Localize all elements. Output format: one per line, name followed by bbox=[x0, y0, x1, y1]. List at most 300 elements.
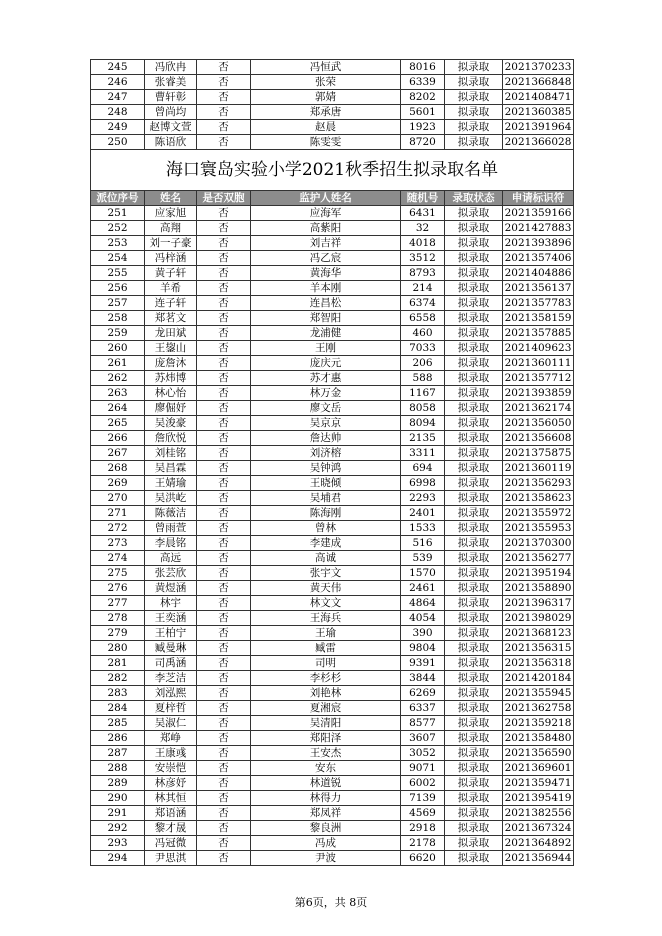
seq-cell: 290 bbox=[91, 791, 145, 806]
twin-cell: 否 bbox=[197, 671, 251, 686]
table-row bbox=[91, 746, 574, 761]
random-cell: 2293 bbox=[401, 491, 445, 506]
guardian-cell: 王海兵 bbox=[251, 611, 401, 626]
table-row bbox=[91, 326, 574, 341]
table-row bbox=[91, 206, 574, 221]
twin-cell: 否 bbox=[197, 120, 251, 135]
status-cell: 拟录取 bbox=[445, 791, 503, 806]
twin-cell: 否 bbox=[197, 206, 251, 221]
guardian-cell: 赵晨 bbox=[251, 120, 401, 135]
random-cell: 3512 bbox=[401, 251, 445, 266]
guardian-cell: 应海军 bbox=[251, 206, 401, 221]
status-cell: 拟录取 bbox=[445, 296, 503, 311]
name-cell: 张芸欣 bbox=[145, 566, 197, 581]
guardian-cell: 郑凤祥 bbox=[251, 806, 401, 821]
random-cell: 6337 bbox=[401, 701, 445, 716]
name-cell: 冯欣冉 bbox=[145, 60, 197, 75]
id-cell: 2021360111 bbox=[503, 356, 574, 371]
column-header-guardian: 监护人姓名 bbox=[251, 191, 401, 206]
twin-cell: 否 bbox=[197, 446, 251, 461]
random-cell: 6620 bbox=[401, 851, 445, 866]
guardian-cell: 连昌松 bbox=[251, 296, 401, 311]
name-cell: 吴淑仁 bbox=[145, 716, 197, 731]
guardian-cell: 苏才惠 bbox=[251, 371, 401, 386]
id-cell: 2021358623 bbox=[503, 491, 574, 506]
random-cell: 8016 bbox=[401, 60, 445, 75]
guardian-cell: 廖文岳 bbox=[251, 401, 401, 416]
name-cell: 高远 bbox=[145, 551, 197, 566]
guardian-cell: 尹波 bbox=[251, 851, 401, 866]
table-row bbox=[91, 461, 574, 476]
seq-cell: 249 bbox=[91, 120, 145, 135]
guardian-cell: 郑智阳 bbox=[251, 311, 401, 326]
status-cell: 拟录取 bbox=[445, 731, 503, 746]
twin-cell: 否 bbox=[197, 221, 251, 236]
status-cell: 拟录取 bbox=[445, 851, 503, 866]
table-row bbox=[91, 626, 574, 641]
guardian-cell: 刘艳林 bbox=[251, 686, 401, 701]
table-row bbox=[91, 476, 574, 491]
guardian-cell: 陈雯雯 bbox=[251, 135, 401, 150]
guardian-cell: 郑阳泽 bbox=[251, 731, 401, 746]
id-cell: 2021404886 bbox=[503, 266, 574, 281]
status-cell: 拟录取 bbox=[445, 356, 503, 371]
seq-cell: 260 bbox=[91, 341, 145, 356]
status-cell: 拟录取 bbox=[445, 686, 503, 701]
twin-cell: 否 bbox=[197, 416, 251, 431]
seq-cell: 271 bbox=[91, 506, 145, 521]
random-cell: 390 bbox=[401, 626, 445, 641]
guardian-cell: 吴清阳 bbox=[251, 716, 401, 731]
table-row bbox=[91, 611, 574, 626]
random-cell: 4018 bbox=[401, 236, 445, 251]
table-row bbox=[91, 281, 574, 296]
guardian-cell: 羊本刚 bbox=[251, 281, 401, 296]
status-cell: 拟录取 bbox=[445, 266, 503, 281]
guardian-cell: 林道锐 bbox=[251, 776, 401, 791]
name-cell: 冯梓涵 bbox=[145, 251, 197, 266]
random-cell: 4054 bbox=[401, 611, 445, 626]
guardian-cell: 郭婧 bbox=[251, 90, 401, 105]
status-cell: 拟录取 bbox=[445, 491, 503, 506]
twin-cell: 否 bbox=[197, 75, 251, 90]
twin-cell: 否 bbox=[197, 371, 251, 386]
random-cell: 1167 bbox=[401, 386, 445, 401]
table-row bbox=[91, 521, 574, 536]
table-row bbox=[91, 341, 574, 356]
status-cell: 拟录取 bbox=[445, 311, 503, 326]
table-row bbox=[91, 90, 574, 105]
twin-cell: 否 bbox=[197, 105, 251, 120]
table-row bbox=[91, 581, 574, 596]
name-cell: 臧曼琳 bbox=[145, 641, 197, 656]
seq-cell: 264 bbox=[91, 401, 145, 416]
guardian-cell: 郑承唐 bbox=[251, 105, 401, 120]
name-cell: 连子轩 bbox=[145, 296, 197, 311]
name-cell: 林宇 bbox=[145, 596, 197, 611]
name-cell: 司禹涵 bbox=[145, 656, 197, 671]
name-cell: 苏炜博 bbox=[145, 371, 197, 386]
random-cell: 8202 bbox=[401, 90, 445, 105]
name-cell: 王柏宁 bbox=[145, 626, 197, 641]
table-row bbox=[91, 731, 574, 746]
name-cell: 陈语欣 bbox=[145, 135, 197, 150]
name-cell: 郑语涵 bbox=[145, 806, 197, 821]
random-cell: 460 bbox=[401, 326, 445, 341]
seq-cell: 265 bbox=[91, 416, 145, 431]
seq-cell: 261 bbox=[91, 356, 145, 371]
id-cell: 2021398029 bbox=[503, 611, 574, 626]
random-cell: 6374 bbox=[401, 296, 445, 311]
id-cell: 2021356590 bbox=[503, 746, 574, 761]
twin-cell: 否 bbox=[197, 791, 251, 806]
twin-cell: 否 bbox=[197, 311, 251, 326]
id-cell: 2021375875 bbox=[503, 446, 574, 461]
guardian-cell: 刘吉祥 bbox=[251, 236, 401, 251]
guardian-cell: 王刚 bbox=[251, 341, 401, 356]
seq-cell: 247 bbox=[91, 90, 145, 105]
twin-cell: 否 bbox=[197, 251, 251, 266]
name-cell: 高翔 bbox=[145, 221, 197, 236]
twin-cell: 否 bbox=[197, 266, 251, 281]
seq-cell: 246 bbox=[91, 75, 145, 90]
twin-cell: 否 bbox=[197, 686, 251, 701]
twin-cell: 否 bbox=[197, 836, 251, 851]
status-cell: 拟录取 bbox=[445, 416, 503, 431]
table-row bbox=[91, 251, 574, 266]
status-cell: 拟录取 bbox=[445, 105, 503, 120]
status-cell: 拟录取 bbox=[445, 611, 503, 626]
seq-cell: 266 bbox=[91, 431, 145, 446]
guardian-cell: 张荣 bbox=[251, 75, 401, 90]
seq-cell: 274 bbox=[91, 551, 145, 566]
table-row bbox=[91, 120, 574, 135]
table-row bbox=[91, 596, 574, 611]
status-cell: 拟录取 bbox=[445, 701, 503, 716]
name-cell: 林彦妤 bbox=[145, 776, 197, 791]
id-cell: 2021395419 bbox=[503, 791, 574, 806]
id-cell: 2021359218 bbox=[503, 716, 574, 731]
random-cell: 2461 bbox=[401, 581, 445, 596]
guardian-cell: 王瑜 bbox=[251, 626, 401, 641]
column-header-name: 姓名 bbox=[145, 191, 197, 206]
status-cell: 拟录取 bbox=[445, 746, 503, 761]
status-cell: 拟录取 bbox=[445, 806, 503, 821]
id-cell: 2021393896 bbox=[503, 236, 574, 251]
seq-cell: 272 bbox=[91, 521, 145, 536]
table-row bbox=[91, 75, 574, 90]
id-cell: 2021356315 bbox=[503, 641, 574, 656]
random-cell: 6431 bbox=[401, 206, 445, 221]
status-cell: 拟录取 bbox=[445, 656, 503, 671]
table-row bbox=[91, 716, 574, 731]
random-cell: 2918 bbox=[401, 821, 445, 836]
id-cell: 2021357783 bbox=[503, 296, 574, 311]
seq-cell: 250 bbox=[91, 135, 145, 150]
random-cell: 3607 bbox=[401, 731, 445, 746]
guardian-cell: 吴钟鸿 bbox=[251, 461, 401, 476]
seq-cell: 285 bbox=[91, 716, 145, 731]
name-cell: 王奕涵 bbox=[145, 611, 197, 626]
id-cell: 2021356050 bbox=[503, 416, 574, 431]
guardian-cell: 高诚 bbox=[251, 551, 401, 566]
column-header-status: 录取状态 bbox=[445, 191, 503, 206]
status-cell: 拟录取 bbox=[445, 521, 503, 536]
random-cell: 1533 bbox=[401, 521, 445, 536]
status-cell: 拟录取 bbox=[445, 386, 503, 401]
seq-cell: 280 bbox=[91, 641, 145, 656]
guardian-cell: 林文文 bbox=[251, 596, 401, 611]
seq-cell: 273 bbox=[91, 536, 145, 551]
id-cell: 2021358159 bbox=[503, 311, 574, 326]
id-cell: 2021420184 bbox=[503, 671, 574, 686]
id-cell: 2021355945 bbox=[503, 686, 574, 701]
guardian-cell: 冯乙宸 bbox=[251, 251, 401, 266]
table-row bbox=[91, 135, 574, 150]
twin-cell: 否 bbox=[197, 281, 251, 296]
seq-cell: 259 bbox=[91, 326, 145, 341]
random-cell: 214 bbox=[401, 281, 445, 296]
guardian-cell: 冯恒武 bbox=[251, 60, 401, 75]
name-cell: 王鋆山 bbox=[145, 341, 197, 356]
id-cell: 2021355953 bbox=[503, 521, 574, 536]
status-cell: 拟录取 bbox=[445, 581, 503, 596]
random-cell: 2178 bbox=[401, 836, 445, 851]
twin-cell: 否 bbox=[197, 296, 251, 311]
twin-cell: 否 bbox=[197, 731, 251, 746]
twin-cell: 否 bbox=[197, 461, 251, 476]
status-cell: 拟录取 bbox=[445, 641, 503, 656]
id-cell: 2021368123 bbox=[503, 626, 574, 641]
name-cell: 陈薇洁 bbox=[145, 506, 197, 521]
name-cell: 龙田斌 bbox=[145, 326, 197, 341]
random-cell: 4569 bbox=[401, 806, 445, 821]
table-row bbox=[91, 836, 574, 851]
seq-cell: 256 bbox=[91, 281, 145, 296]
seq-cell: 278 bbox=[91, 611, 145, 626]
twin-cell: 否 bbox=[197, 236, 251, 251]
id-cell: 2021358480 bbox=[503, 731, 574, 746]
table-row bbox=[91, 296, 574, 311]
twin-cell: 否 bbox=[197, 506, 251, 521]
seq-cell: 287 bbox=[91, 746, 145, 761]
seq-cell: 258 bbox=[91, 311, 145, 326]
guardian-cell: 吴埔君 bbox=[251, 491, 401, 506]
seq-cell: 251 bbox=[91, 206, 145, 221]
twin-cell: 否 bbox=[197, 476, 251, 491]
guardian-cell: 李杉杉 bbox=[251, 671, 401, 686]
seq-cell: 267 bbox=[91, 446, 145, 461]
twin-cell: 否 bbox=[197, 431, 251, 446]
status-cell: 拟录取 bbox=[445, 596, 503, 611]
guardian-cell: 黄海华 bbox=[251, 266, 401, 281]
twin-cell: 否 bbox=[197, 626, 251, 641]
table-row bbox=[91, 701, 574, 716]
rows-after bbox=[91, 206, 574, 866]
table-row bbox=[91, 371, 574, 386]
name-cell: 刘桂铭 bbox=[145, 446, 197, 461]
seq-cell: 292 bbox=[91, 821, 145, 836]
table-row bbox=[91, 401, 574, 416]
table-row bbox=[91, 551, 574, 566]
random-cell: 6339 bbox=[401, 75, 445, 90]
seq-cell: 284 bbox=[91, 701, 145, 716]
status-cell: 拟录取 bbox=[445, 566, 503, 581]
seq-cell: 270 bbox=[91, 491, 145, 506]
random-cell: 2135 bbox=[401, 431, 445, 446]
seq-cell: 262 bbox=[91, 371, 145, 386]
twin-cell: 否 bbox=[197, 716, 251, 731]
status-cell: 拟录取 bbox=[445, 326, 503, 341]
random-cell: 6558 bbox=[401, 311, 445, 326]
table-row bbox=[91, 431, 574, 446]
guardian-cell: 王晓倾 bbox=[251, 476, 401, 491]
random-cell: 9071 bbox=[401, 761, 445, 776]
table-row bbox=[91, 266, 574, 281]
name-cell: 刘一子豪 bbox=[145, 236, 197, 251]
name-cell: 李芝洁 bbox=[145, 671, 197, 686]
random-cell: 1570 bbox=[401, 566, 445, 581]
status-cell: 拟录取 bbox=[445, 446, 503, 461]
guardian-cell: 张宇文 bbox=[251, 566, 401, 581]
seq-cell: 286 bbox=[91, 731, 145, 746]
status-cell: 拟录取 bbox=[445, 251, 503, 266]
twin-cell: 否 bbox=[197, 536, 251, 551]
table-row bbox=[91, 761, 574, 776]
random-cell: 3311 bbox=[401, 446, 445, 461]
guardian-cell: 陈海刚 bbox=[251, 506, 401, 521]
table-row bbox=[91, 806, 574, 821]
name-cell: 冯冠微 bbox=[145, 836, 197, 851]
guardian-cell: 司明 bbox=[251, 656, 401, 671]
status-cell: 拟录取 bbox=[445, 221, 503, 236]
id-cell: 2021356608 bbox=[503, 431, 574, 446]
name-cell: 赵博文萱 bbox=[145, 120, 197, 135]
seq-cell: 268 bbox=[91, 461, 145, 476]
table-row bbox=[91, 686, 574, 701]
twin-cell: 否 bbox=[197, 746, 251, 761]
table-row bbox=[91, 641, 574, 656]
guardian-cell: 黄天伟 bbox=[251, 581, 401, 596]
table-row bbox=[91, 236, 574, 251]
id-cell: 2021359166 bbox=[503, 206, 574, 221]
random-cell: 516 bbox=[401, 536, 445, 551]
name-cell: 黄煜涵 bbox=[145, 581, 197, 596]
id-cell: 2021366848 bbox=[503, 75, 574, 90]
random-cell: 6002 bbox=[401, 776, 445, 791]
seq-cell: 293 bbox=[91, 836, 145, 851]
random-cell: 7139 bbox=[401, 791, 445, 806]
id-cell: 2021391964 bbox=[503, 120, 574, 135]
status-cell: 拟录取 bbox=[445, 551, 503, 566]
table-row bbox=[91, 791, 574, 806]
twin-cell: 否 bbox=[197, 806, 251, 821]
column-header-id: 申请标识符 bbox=[503, 191, 574, 206]
id-cell: 2021364892 bbox=[503, 836, 574, 851]
header-row bbox=[91, 191, 574, 206]
random-cell: 8058 bbox=[401, 401, 445, 416]
table-row bbox=[91, 506, 574, 521]
seq-cell: 294 bbox=[91, 851, 145, 866]
name-cell: 吴浚豪 bbox=[145, 416, 197, 431]
name-cell: 詹欣悦 bbox=[145, 431, 197, 446]
table-row bbox=[91, 416, 574, 431]
random-cell: 8793 bbox=[401, 266, 445, 281]
guardian-cell: 龙浦健 bbox=[251, 326, 401, 341]
name-cell: 吴洪屹 bbox=[145, 491, 197, 506]
name-cell: 黄子轩 bbox=[145, 266, 197, 281]
guardian-cell: 黎良洲 bbox=[251, 821, 401, 836]
name-cell: 吴昌霖 bbox=[145, 461, 197, 476]
seq-cell: 248 bbox=[91, 105, 145, 120]
name-cell: 林其恒 bbox=[145, 791, 197, 806]
admission-table bbox=[90, 59, 574, 866]
table-row bbox=[91, 60, 574, 75]
id-cell: 2021367324 bbox=[503, 821, 574, 836]
seq-cell: 253 bbox=[91, 236, 145, 251]
name-cell: 曹轩彰 bbox=[145, 90, 197, 105]
seq-cell: 269 bbox=[91, 476, 145, 491]
twin-cell: 否 bbox=[197, 491, 251, 506]
id-cell: 2021357406 bbox=[503, 251, 574, 266]
twin-cell: 否 bbox=[197, 611, 251, 626]
id-cell: 2021357885 bbox=[503, 326, 574, 341]
name-cell: 夏梓哲 bbox=[145, 701, 197, 716]
id-cell: 2021355972 bbox=[503, 506, 574, 521]
twin-cell: 否 bbox=[197, 326, 251, 341]
twin-cell: 否 bbox=[197, 60, 251, 75]
twin-cell: 否 bbox=[197, 776, 251, 791]
seq-cell: 254 bbox=[91, 251, 145, 266]
seq-cell: 276 bbox=[91, 581, 145, 596]
random-cell: 1923 bbox=[401, 120, 445, 135]
guardian-cell: 高紫阳 bbox=[251, 221, 401, 236]
twin-cell: 否 bbox=[197, 656, 251, 671]
seq-cell: 245 bbox=[91, 60, 145, 75]
name-cell: 郑峥 bbox=[145, 731, 197, 746]
guardian-cell: 林得力 bbox=[251, 791, 401, 806]
random-cell: 7033 bbox=[401, 341, 445, 356]
name-cell: 林心怡 bbox=[145, 386, 197, 401]
twin-cell: 否 bbox=[197, 386, 251, 401]
id-cell: 2021396317 bbox=[503, 596, 574, 611]
table-row bbox=[91, 536, 574, 551]
name-cell: 李晨铭 bbox=[145, 536, 197, 551]
name-cell: 黎才晟 bbox=[145, 821, 197, 836]
status-cell: 拟录取 bbox=[445, 431, 503, 446]
status-cell: 拟录取 bbox=[445, 836, 503, 851]
status-cell: 拟录取 bbox=[445, 461, 503, 476]
status-cell: 拟录取 bbox=[445, 821, 503, 836]
status-cell: 拟录取 bbox=[445, 761, 503, 776]
table-row bbox=[91, 356, 574, 371]
guardian-cell: 臧雷 bbox=[251, 641, 401, 656]
twin-cell: 否 bbox=[197, 821, 251, 836]
guardian-cell: 王安杰 bbox=[251, 746, 401, 761]
random-cell: 8720 bbox=[401, 135, 445, 150]
twin-cell: 否 bbox=[197, 551, 251, 566]
seq-cell: 291 bbox=[91, 806, 145, 821]
name-cell: 曾尚均 bbox=[145, 105, 197, 120]
twin-cell: 否 bbox=[197, 521, 251, 536]
id-cell: 2021356944 bbox=[503, 851, 574, 866]
table-row bbox=[91, 446, 574, 461]
random-cell: 6998 bbox=[401, 476, 445, 491]
status-cell: 拟录取 bbox=[445, 626, 503, 641]
status-cell: 拟录取 bbox=[445, 716, 503, 731]
table-row bbox=[91, 566, 574, 581]
table-row bbox=[91, 821, 574, 836]
